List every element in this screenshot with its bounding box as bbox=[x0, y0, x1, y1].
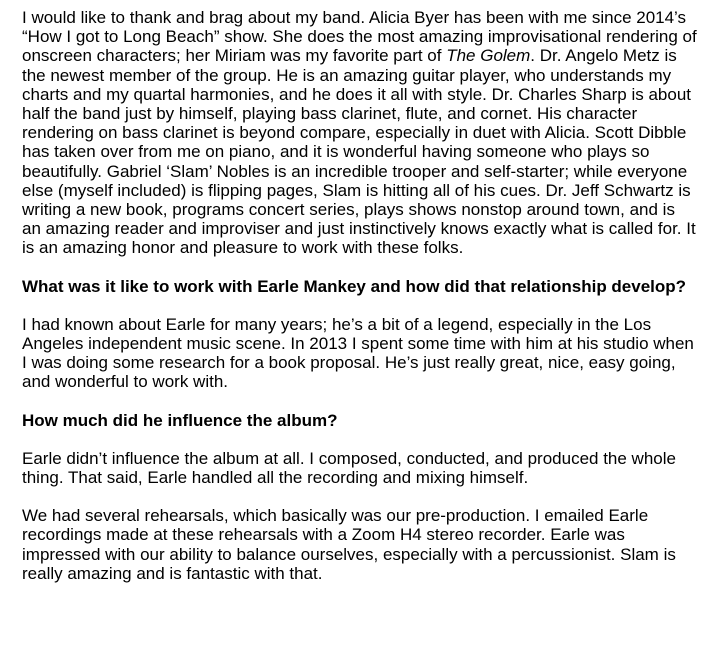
paragraph-text: I would like to thank and brag about my band. Alicia Byer has been with me since 2014’s “How I got to Long Beach” show. She does the most amazing improvisational rendering of onscreen characters; her Miriam was my favorite part of bbox=[22, 8, 697, 66]
paragraph-band-thanks bbox=[22, 8, 698, 258]
article-body bbox=[22, 8, 698, 583]
paragraph-answer-influence: Earle didn’t influence the album at all. I composed, conducted, and produced the whole thing. That said, Earle handled all the recording and mixing himself. bbox=[22, 448, 676, 488]
album-title-italic: The Golem bbox=[446, 46, 531, 66]
paragraph-answer-earle: I had known about Earle for many years; he’s a bit of a legend, especially in the Los Angeles independent music scene. In 2013 I spent some time with him at his studio when I was doing some research for a book proposal. He’s just really great, nice, easy going, and wonderful to work with. bbox=[22, 314, 694, 392]
paragraph-rehearsals: We had several rehearsals, which basically was our pre-production. I emailed Earle recordings made at these rehearsals with a Zoom H4 stereo recorder. Earle was impressed with our ability to balance ourselves, especially with a percussionist. Slam is really amazing and is fantastic with that. bbox=[22, 506, 676, 583]
interview-question-earle-mankey: What was it like to work with Earle Mankey and how did that relationship develop? bbox=[22, 276, 687, 296]
interview-question-influence: How much did he influence the album? bbox=[22, 410, 338, 430]
paragraph-text: . Dr. Angelo Metz is the newest member of the group. He is an amazing guitar player, who understands my charts and my quartal harmonies, and he does it all with style. Dr. Charles Sharp is about half the band just by himself, playing bass clarinet, flute, and cornet. His character rendering on bass clarinet is beyond compare, especially in duet with Alicia. Scott Dibble has taken over from me on piano, and it is wonderful having someone who plays so beautifully. Gabriel ‘Slam’ Nobles is an incredible trooper and self-starter; while everyone else (myself included) is flipping pages, Slam is hitting all of his cues. Dr. Jeff Schwartz is writing a new book, programs concert series, plays shows nonstop around town, and is an amazing reader and improviser and just instinctively knows exactly what is called for. It is an amazing honor and pleasure to work with these folks. bbox=[22, 46, 696, 258]
